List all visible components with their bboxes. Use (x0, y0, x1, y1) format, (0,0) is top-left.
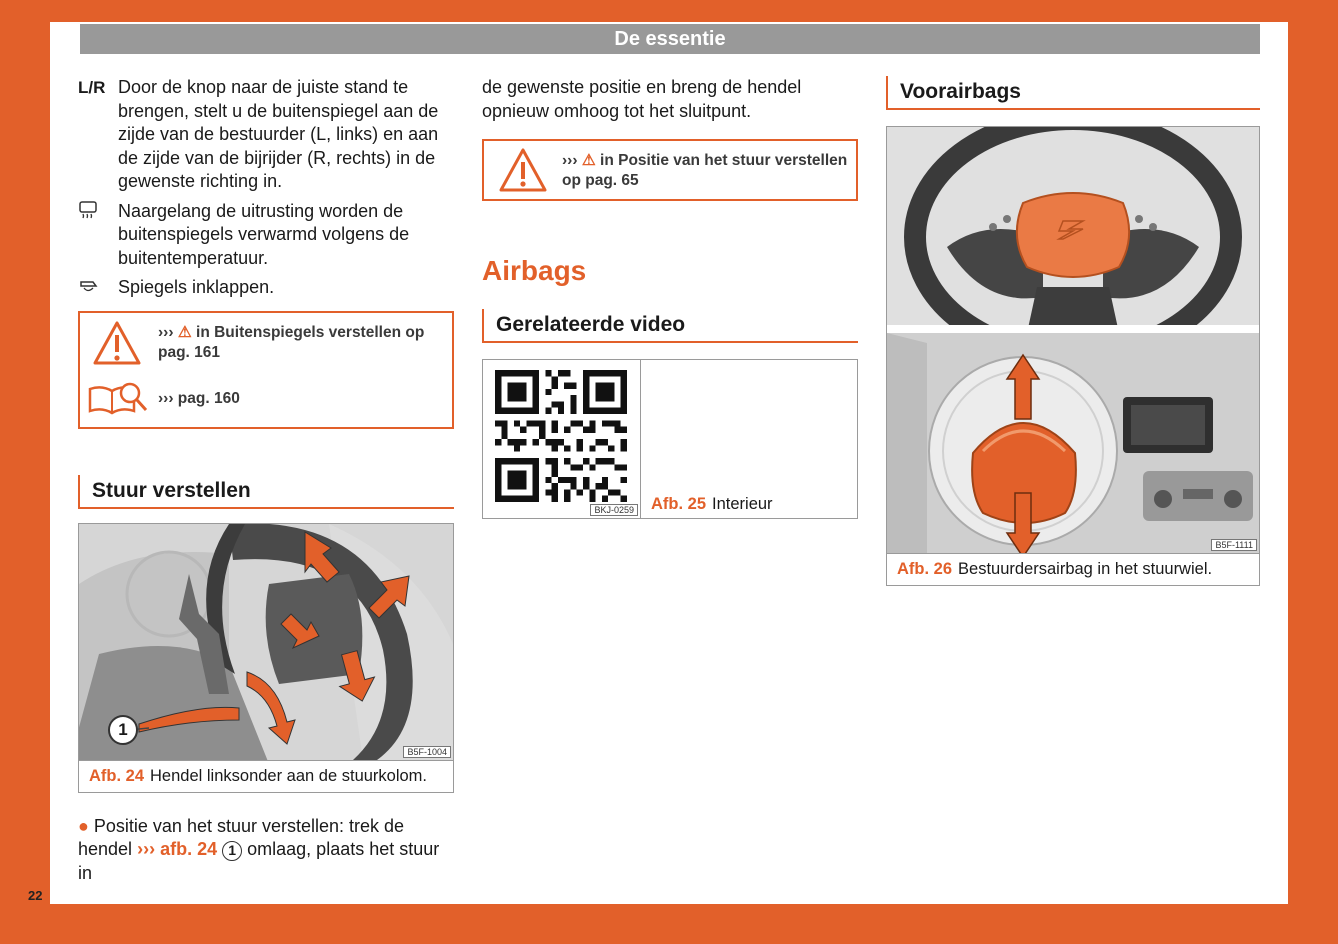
figure-caption (641, 360, 857, 518)
section-title: Voorairbags (886, 76, 1260, 110)
figure-caption-text: Hendel linksonder aan de stuurkolom. (150, 766, 428, 785)
figure-steering-adjust (78, 523, 454, 793)
qr-code-icon (495, 370, 627, 502)
figure-code: BKJ-0259 (590, 504, 638, 516)
warning-triangle-icon (497, 146, 549, 194)
page-number: 22 (28, 888, 43, 903)
page-reference[interactable]: ››› pag. 160 (158, 389, 240, 407)
page-header: De essentie (80, 24, 1260, 54)
book-search-icon (90, 384, 146, 413)
warning-inline-icon: ⚠ (581, 152, 596, 169)
callout-circle: 1 (222, 841, 242, 861)
mirror-heating-icon (78, 200, 118, 271)
list-text: Naargelang de uitrusting worden de buitenspiegels verwarmd volgens de buitentemperatuur. (118, 200, 410, 268)
qr-code[interactable] (483, 360, 641, 518)
section-title: Gerelateerde video (482, 309, 858, 343)
mirror-fold-icon (78, 276, 118, 301)
bullet-text-continued: omlaag, plaats het stuur in (78, 839, 440, 883)
section-title: Stuur verstellen (78, 475, 454, 509)
steering-wheel-photo (887, 127, 1259, 333)
figure-caption-text: Interieur (712, 495, 773, 513)
figure-label: Afb. 24 (89, 766, 145, 785)
figure-code: B5F-1111 (1211, 539, 1257, 551)
list-text: Door de knop naar de juiste stand te brengen, stelt u de buitenspiegel aan de zijde van de bestuurder (L, links) en aan de zijde van de bijrijder (R, rechts) in de gewenste richting in. (118, 77, 439, 191)
bullet-text: Positie van het stuur verstellen: trek de hendel (78, 815, 405, 859)
warning-triangle-icon (80, 313, 158, 425)
figure-caption (887, 553, 1259, 585)
figure-front-airbags (886, 126, 1260, 586)
warning-inline-icon: ⚠ (177, 323, 192, 341)
figure-reference[interactable] (137, 839, 217, 859)
warning-reference[interactable] (158, 323, 452, 363)
figure-code: B5F-1004 (403, 746, 451, 758)
warning-box (482, 139, 858, 201)
list-item (78, 276, 454, 301)
figure-label: Afb. 26 (897, 560, 953, 578)
bullet-paragraph (78, 815, 454, 886)
ref-text: afb. 24 (160, 839, 218, 859)
warning-box (78, 311, 454, 429)
figure-caption (79, 760, 453, 792)
warning-reference-text: in Positie van het stuur verstellen op pag. 65 (562, 152, 848, 189)
list-text: Spiegels inklappen. (118, 277, 275, 297)
steering-wheel-illustration (79, 524, 453, 760)
ref-arrow: ››› (158, 323, 174, 341)
figure-caption-text: Bestuurdersairbag in het stuurwiel. (958, 560, 1213, 578)
column-left (78, 76, 454, 885)
continued-paragraph: de gewenste positie en breng de hendel opnieuw omhoog tot het sluitpunt. (482, 77, 802, 121)
column-right (886, 76, 1260, 586)
page (28, 22, 1288, 904)
warning-reference[interactable] (562, 141, 856, 199)
figure-callout-1: 1 (118, 719, 128, 739)
figure-label: Afb. 25 (651, 495, 707, 513)
chapter-title: Airbags (482, 255, 587, 286)
list-item (78, 200, 454, 271)
list-marker: L/R (78, 78, 106, 97)
ref-arrow: ››› (137, 839, 156, 859)
ref-arrow: ››› (562, 152, 578, 169)
warning-reference-text: in Buitenspiegels verstellen op pag. 161 (158, 323, 425, 361)
list-item (78, 76, 454, 194)
bullet-icon: ● (78, 815, 89, 836)
airbag-deployment-illustration (887, 333, 1259, 553)
column-middle (482, 76, 858, 519)
figure-video (482, 359, 858, 519)
